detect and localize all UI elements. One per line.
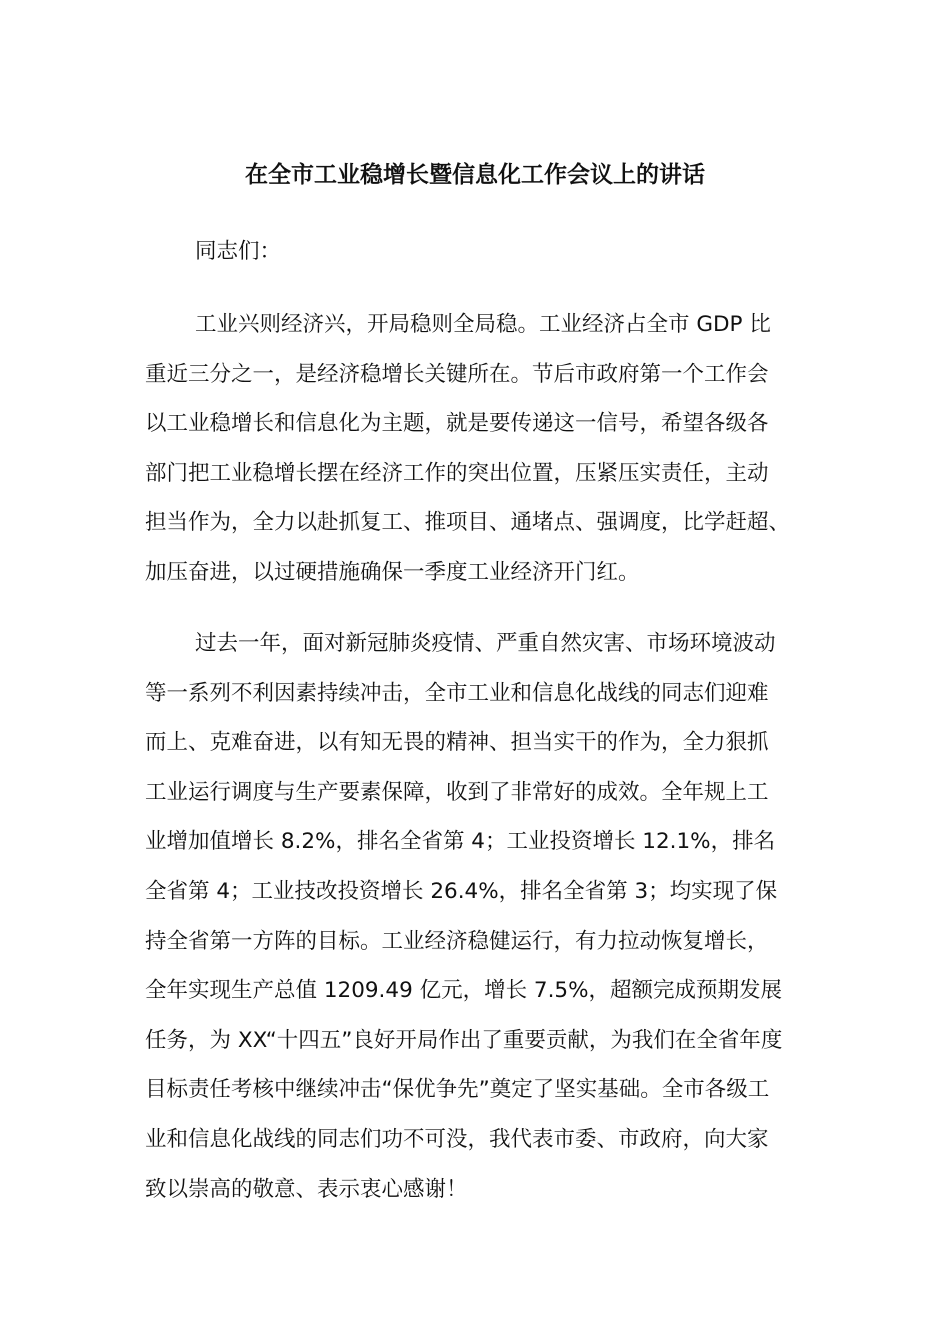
paragraph-line: 全年实现生产总值 1209.49 亿元，增长 7.5%，超额完成预期发展 (145, 978, 783, 1004)
paragraph-line: 致以崇高的敬意、表示衷心感谢！ (145, 1176, 468, 1202)
paragraph-line: 重近三分之一，是经济稳增长关键所在。节后市政府第一个工作会 (145, 361, 769, 387)
document-title: 在全市工业稳增长暨信息化工作会议上的讲话 (245, 162, 705, 188)
paragraph-line: 以工业稳增长和信息化为主题，就是要传递这一信号，希望各级各 (145, 411, 769, 437)
paragraph-line: 过去一年，面对新冠肺炎疫情、严重自然灾害、市场环境波动 (195, 631, 776, 656)
paragraph-line: 业和信息化战线的同志们功不可没，我代表市委、市政府，向大家 (145, 1126, 769, 1152)
paragraph-line: 工业兴则经济兴，开局稳则全局稳。工业经济占全市 GDP 比 (195, 312, 771, 337)
paragraph-line: 等一系列不利因素持续冲击，全市工业和信息化战线的同志们迎难 (145, 680, 769, 706)
paragraph-1 (145, 300, 805, 598)
paragraph-line: 目标责任考核中继续冲击“保优争先”奠定了坚实基础。全市各级工 (145, 1077, 770, 1103)
paragraph-line: 持全省第一方阵的目标。工业经济稳健运行，有力拉动恢复增长， (145, 928, 769, 954)
greeting: 同志们： (195, 239, 282, 264)
paragraph-line: 担当作为，全力以赴抓复工、推项目、通堵点、强调度，比学赶超、 (145, 510, 791, 536)
paragraph-line: 工业运行调度与生产要素保障，收到了非常好的成效。全年规上工 (145, 779, 769, 805)
paragraph-line: 加压奋进，以过硬措施确保一季度工业经济开门红。 (145, 559, 640, 585)
paragraph-line: 而上、克难奋进，以有知无畏的精神、担当实干的作为，全力狠抓 (145, 730, 769, 756)
paragraph-line: 部门把工业稳增长摆在经济工作的突出位置，压紧压实责任，主动 (145, 460, 769, 486)
paragraph-2 (145, 619, 805, 1214)
paragraph-line: 全省第 4；工业技改投资增长 26.4%，排名全省第 3；均实现了保 (145, 878, 778, 904)
paragraph-line: 业增加值增长 8.2%，排名全省第 4；工业投资增长 12.1%，排名 (145, 829, 776, 855)
paragraph-line: 任务，为 XX“十四五”良好开局作出了重要贡献，为我们在全省年度 (145, 1027, 783, 1053)
